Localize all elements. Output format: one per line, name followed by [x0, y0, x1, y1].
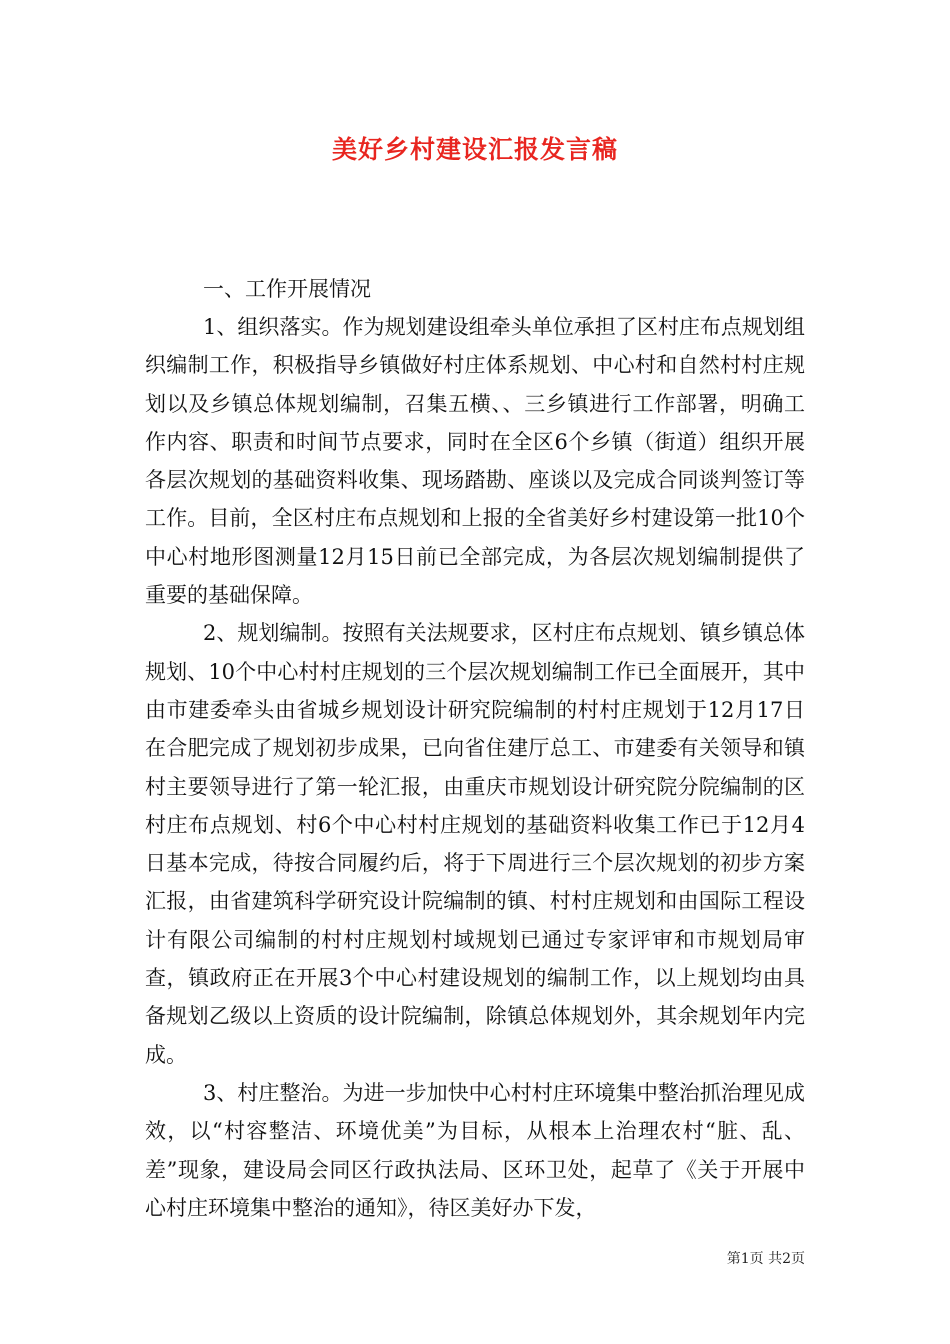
- page-number-footer: 第1页 共2页: [726, 1251, 805, 1267]
- paragraph-village-renovation: 3、村庄整治。为进一步加快中心村村庄环境集中整治抓治理见成效，以“村容整洁、环境优美”为目标，从根本上治理农村“脏、乱、差”现象，建设局会同区行政执法局、区环卫处，起草了《关于开展中心村庄环境集中整治的通知》，待区美好办下发，: [145, 1080, 805, 1220]
- paragraph-organization: 1、组织落实。作为规划建设组牵头单位承担了区村庄布点规划组织编制工作，积极指导乡镇做好村庄体系规划、中心村和自然村村庄规划以及乡镇总体规划编制，召集五横、、三乡镇进行工作部署，明确工作内容、职责和时间节点要求，同时在全区6个乡镇（街道）组织开展各层次规划的基础资料收集、现场踏勘、座谈以及完成合同谈判签订等工作。目前，全区村庄布点规划和上报的全省美好乡村建设第一批10个中心村地形图测量12月15日前已全部完成，为各层次规划编制提供了重要的基础保障。: [145, 315, 805, 608]
- paragraph-planning: 2、规划编制。按照有关法规要求，区村庄布点规划、镇乡镇总体规划、10个中心村村庄规划的三个层次规划编制工作已全面展开，其中由市建委牵头由省城乡规划设计研究院编制的村村庄规划于12月17日在合肥完成了规划初步成果，已向省住建厅总工、市建委有关领导和镇村主要领导进行了第一轮汇报，由重庆市规划设计研究院分院编制的区村庄布点规划、村6个中心村村庄规划的基础资料收集工作已于12月4日基本完成，待按合同履约后，将于下周进行三个层次规划的初步方案汇报，由省建筑科学研究设计院编制的镇、村村庄规划和由国际工程设计有限公司编制的村村庄规划村域规划已通过专家评审和市规划局审查，镇政府正在开展3个中心村建设规划的编制工作，以上规划均由具备规划乙级以上资质的设计院编制，除镇总体规划外，其余规划年内完成。: [145, 621, 805, 1067]
- document-body: [145, 270, 805, 1227]
- section-heading: 一、工作开展情况: [203, 277, 371, 301]
- document-title: 美好乡村建设汇报发言稿: [331, 135, 618, 164]
